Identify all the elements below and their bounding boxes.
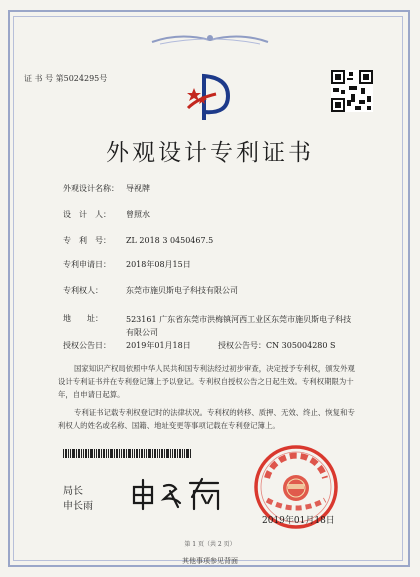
grant-date-row <box>63 340 191 351</box>
seal-date: 2019年01月18日 <box>262 516 335 526</box>
certificate-title: 外观设计专利证书 <box>106 140 314 166</box>
patent-number-label: 专 利 号： <box>63 236 111 245</box>
designer-label: 设 计 人： <box>63 210 111 219</box>
grant-date-label: 授权公告日： <box>63 341 111 350</box>
qr-code-icon <box>331 70 373 112</box>
barcode-icon <box>63 449 191 458</box>
filing-date-label: 专利申请日： <box>63 260 111 269</box>
grant-date-value: 2019年01月18日 <box>126 341 191 350</box>
top-ornament <box>150 30 270 48</box>
patent-office-logo-icon <box>184 68 236 124</box>
handwritten-signature <box>126 477 226 511</box>
publication-number-value: CN 305004280 S <box>266 341 336 350</box>
patent-number-row <box>63 235 213 246</box>
design-name-value: 导视牌 <box>126 184 150 193</box>
patentee-label: 专利权人： <box>63 286 103 295</box>
patentee-value: 东莞市施贝斯电子科技有限公司 <box>126 286 238 295</box>
filing-date-row <box>63 259 191 270</box>
patent-number-value: ZL 2018 3 0450467.5 <box>126 236 214 245</box>
signatory-name: 申长雨 <box>63 501 93 512</box>
legal-paragraph-1: 国家知识产权局依照中华人民共和国专利法经过初步审查，决定授予专利权，颁发外观设计专利证书并在专利登记簿上予以登记。专利权自授权公告之日起生效。专利权期限为十年，自申请日起算。 <box>58 364 355 399</box>
signatory-title: 局长 <box>63 486 83 497</box>
patentee-row <box>63 285 238 296</box>
publication-number-label: 授权公告号： <box>218 341 266 350</box>
page-number: 第 1 页（共 2 页） <box>184 541 236 548</box>
footer-note: 其他事项参见背面 <box>182 557 238 565</box>
filing-date-value: 2018年08月15日 <box>126 260 191 269</box>
legal-paragraph-2: 专利证书记载专利权登记时的法律状况。专利权的转移、质押、无效、终止、恢复和专利权人的姓名或名称、国籍、地址变更等事项记载在专利登记簿上。 <box>58 408 355 430</box>
design-name-label: 外观设计名称： <box>63 184 119 193</box>
designer-value: 曾照水 <box>126 210 150 219</box>
address-label: 地 址： <box>63 314 103 323</box>
publication-number-row <box>218 340 336 351</box>
designer-row <box>63 209 150 220</box>
certificate-number: 证 书 号 第5024295号 <box>24 74 108 83</box>
address-value: 523161 广东省东莞市洪梅镇河西工业区东莞市施贝斯电子科技有限公司 <box>126 315 352 337</box>
design-name-row <box>63 183 150 194</box>
